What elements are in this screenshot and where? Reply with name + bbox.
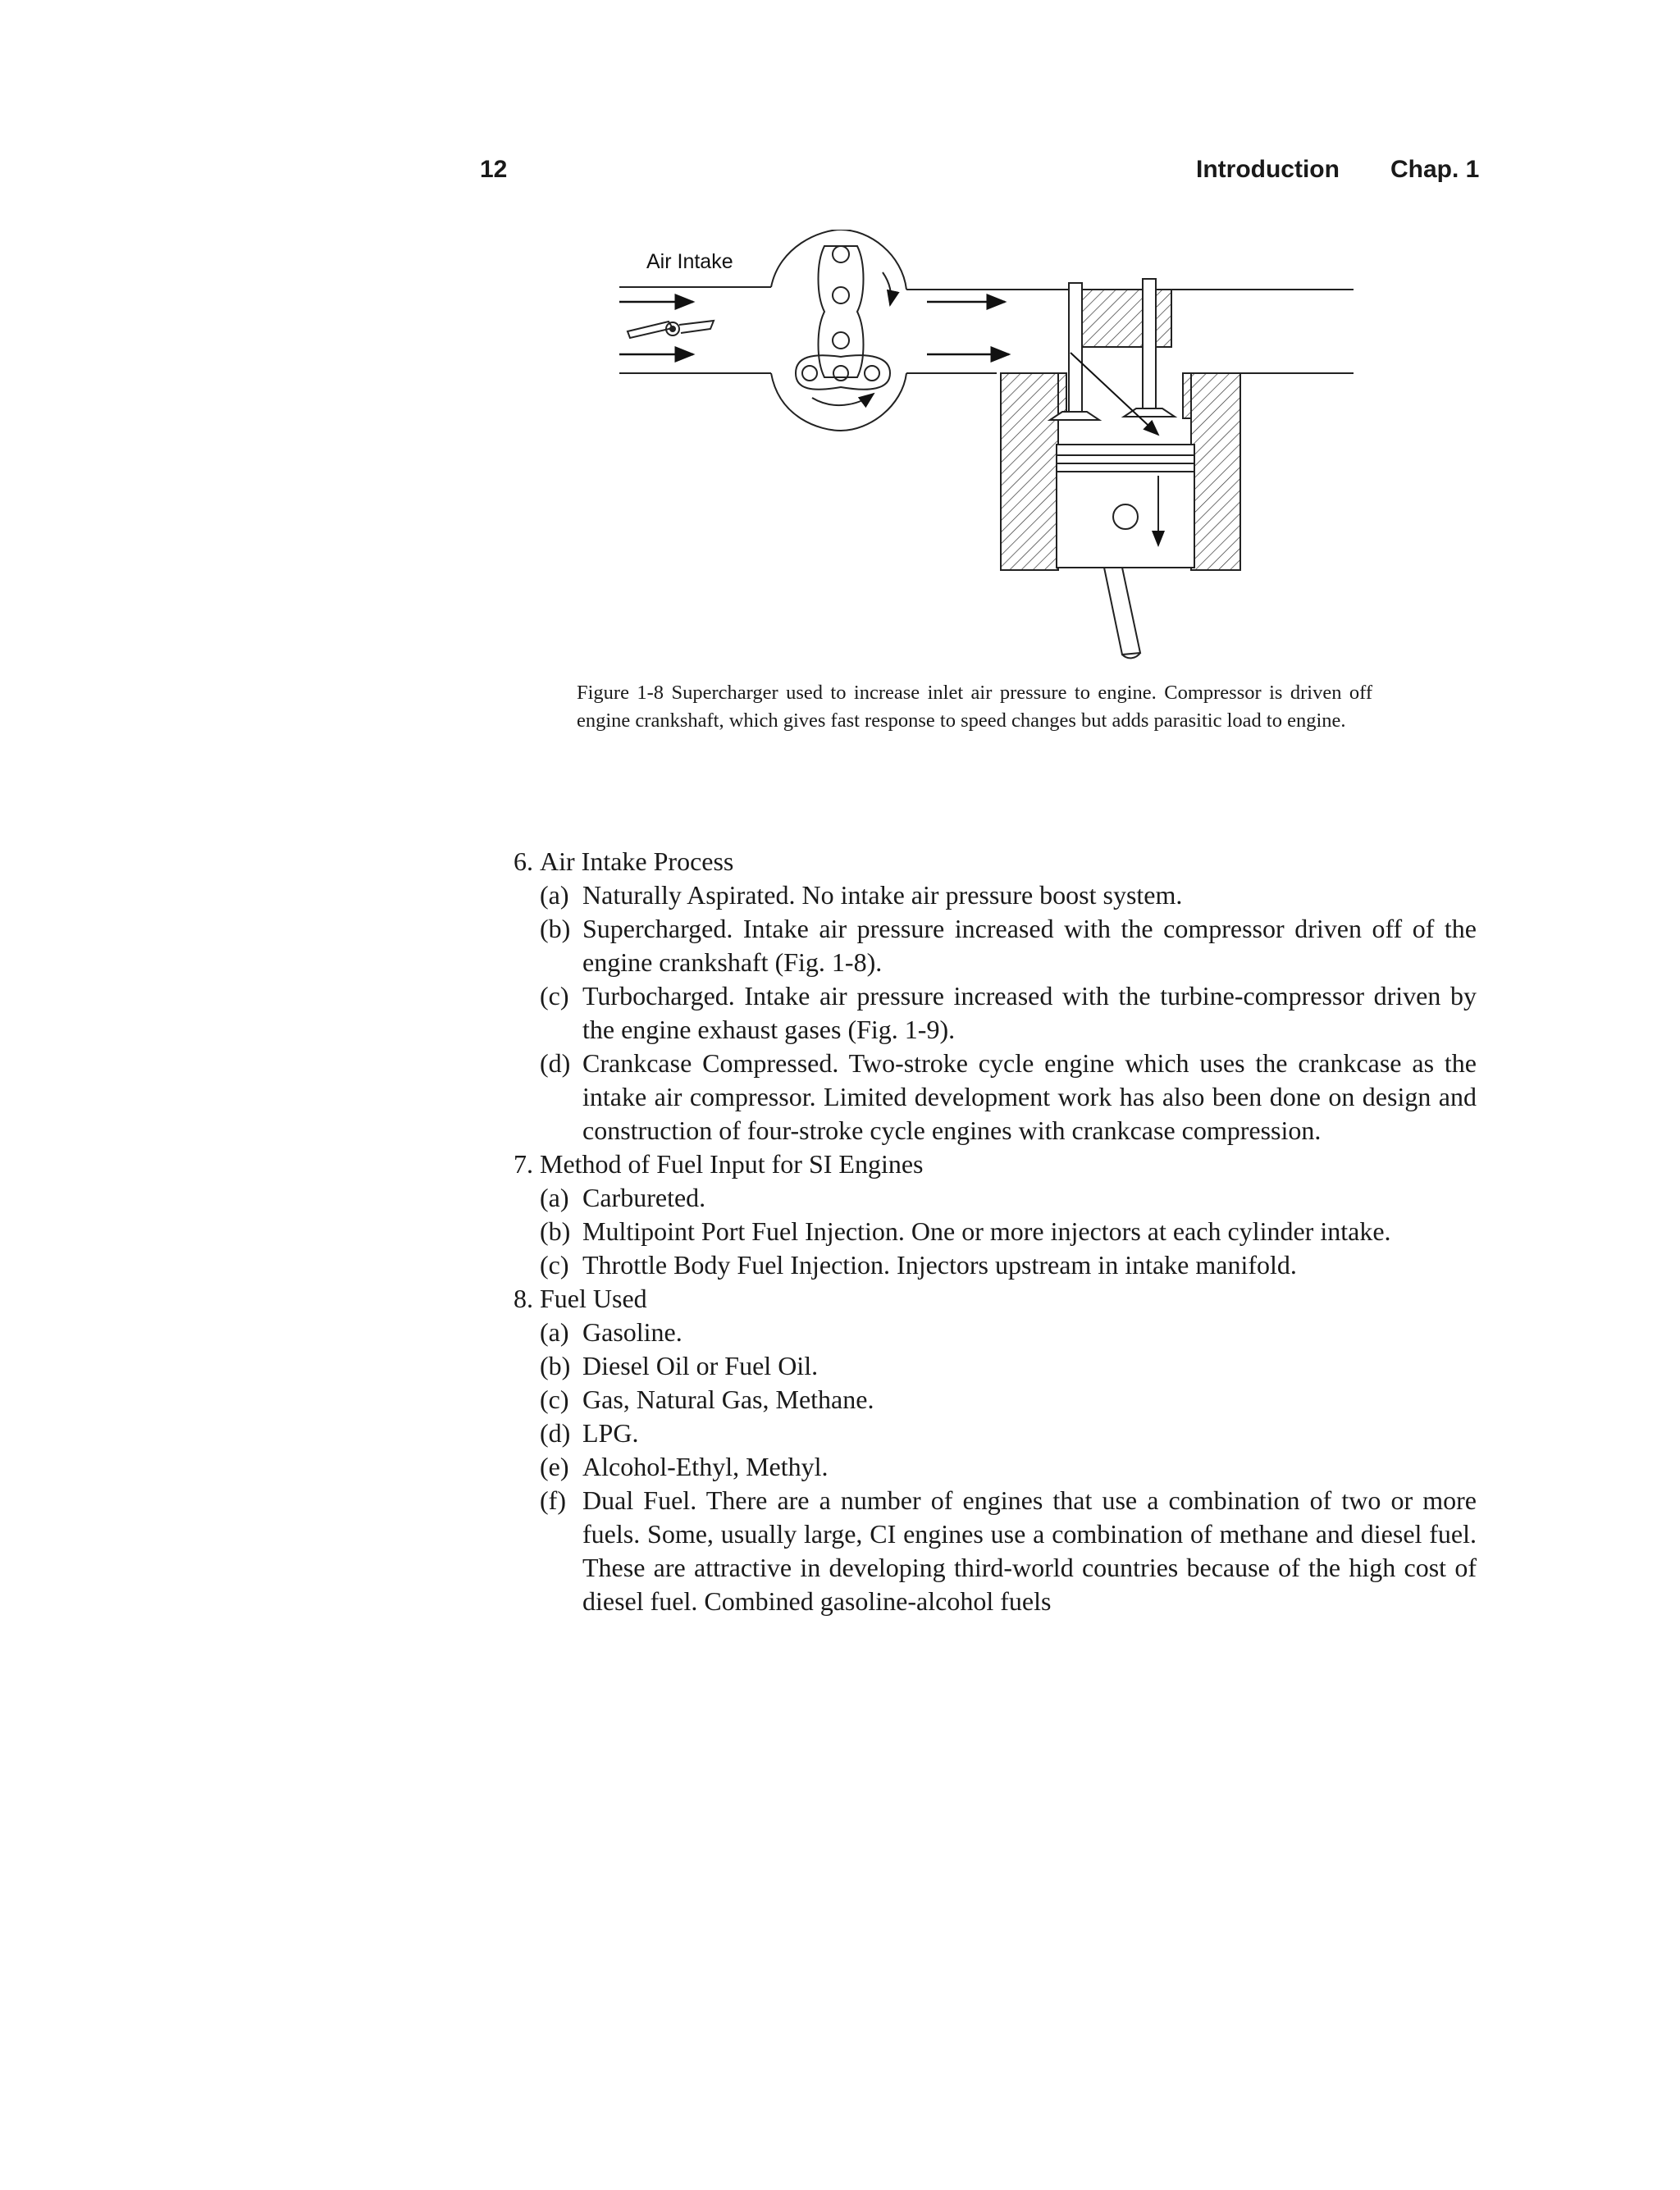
sub-item-text: Throttle Body Fuel Injection. Injectors upstream in intake manifold. — [582, 1250, 1297, 1280]
sub-item-text: Naturally Aspirated. No intake air pressure boost system. — [582, 880, 1183, 910]
sub-item-text: Crankcase Compressed. Two-stroke cycle engine which uses the crankcase as the intake air compressor. Limited development work has also been done on design and construction of four-stroke cycle engines with crankcase compression. — [582, 1048, 1477, 1145]
list-item-number: 6. — [514, 846, 533, 876]
supercharger-figure — [607, 230, 1362, 673]
list-item — [492, 1282, 1477, 1316]
piston — [1057, 445, 1194, 568]
sub-item — [492, 1181, 1477, 1215]
airflow-arrows — [619, 302, 1009, 354]
throttle-plate — [628, 321, 714, 338]
classification-list — [492, 845, 1477, 1618]
list-item — [492, 1147, 1477, 1181]
sub-item — [492, 878, 1477, 912]
list-item-number: 7. — [514, 1149, 533, 1179]
sub-item-text: Dual Fuel. There are a number of engines that use a combination of two or more fuels. Some, usually large, CI engines use a combination of methane and diesel fuel. These are attractive in developing third-world countries because of the high cost of diesel fuel. Combined gasoline-alcohol fuels — [582, 1485, 1477, 1616]
list-item — [492, 845, 1477, 878]
sub-item-label: (b) — [540, 1351, 571, 1380]
sub-item-text: Gas, Natural Gas, Methane. — [582, 1385, 874, 1414]
sub-item — [492, 979, 1477, 1047]
list-item-title: Method of Fuel Input for SI Engines — [540, 1149, 924, 1179]
sub-item-label: (a) — [540, 1317, 569, 1347]
sub-item-text: Diesel Oil or Fuel Oil. — [582, 1351, 819, 1380]
sub-item-label: (c) — [540, 1385, 569, 1414]
sub-item-label: (d) — [540, 1048, 571, 1078]
sub-item — [492, 1316, 1477, 1349]
list-item-title: Air Intake Process — [540, 846, 734, 876]
sub-item-label: (c) — [540, 1250, 569, 1280]
sub-item-text: LPG. — [582, 1418, 639, 1448]
running-header-section: Introduction — [1196, 156, 1340, 183]
sub-item-text: Supercharged. Intake air pressure increased with the compressor driven off of the engine crankshaft (Fig. 1-8). — [582, 914, 1477, 977]
running-header-chapter: Chap. 1 — [1390, 156, 1480, 183]
sub-item — [492, 1450, 1477, 1484]
sub-item — [492, 1484, 1477, 1618]
list-item-title: Fuel Used — [540, 1284, 647, 1313]
page-number: 12 — [480, 156, 508, 183]
sub-item-text: Turbocharged. Intake air pressure increased with the turbine-compressor driven by the engine exhaust gases (Fig. 1-9). — [582, 981, 1477, 1044]
air-intake-label: Air Intake — [646, 250, 733, 273]
sub-item-text: Alcohol-Ethyl, Methyl. — [582, 1452, 829, 1481]
sub-item-label: (a) — [540, 880, 569, 910]
sub-item-label: (a) — [540, 1183, 569, 1212]
sub-item-label: (b) — [540, 1216, 571, 1246]
sub-item-label: (d) — [540, 1418, 571, 1448]
sub-item-text: Multipoint Port Fuel Injection. One or more injectors at each cylinder intake. — [582, 1216, 1391, 1246]
sub-item-label: (c) — [540, 981, 569, 1011]
sub-item-label: (f) — [540, 1485, 566, 1515]
figure-caption: Figure 1-8 Supercharger used to increase inlet air pressure to engine. Compressor is driven off engine crankshaft, which gives fast response to speed changes but adds parasitic load to engine. — [577, 682, 1372, 732]
sub-item — [492, 912, 1477, 979]
sub-item — [492, 1417, 1477, 1450]
connecting-rod — [1104, 568, 1140, 658]
sub-item-text: Carbureted. — [582, 1183, 706, 1212]
sub-item — [492, 1383, 1477, 1417]
intake-duct — [619, 287, 1354, 373]
sub-item-label: (e) — [540, 1452, 569, 1481]
sub-item-text: Gasoline. — [582, 1317, 682, 1347]
sub-item — [492, 1349, 1477, 1383]
supercharger-compressor — [771, 230, 906, 431]
sub-item — [492, 1047, 1477, 1147]
list-item-number: 8. — [514, 1284, 533, 1313]
sub-item-label: (b) — [540, 914, 571, 943]
sub-item — [492, 1248, 1477, 1282]
sub-item — [492, 1215, 1477, 1248]
